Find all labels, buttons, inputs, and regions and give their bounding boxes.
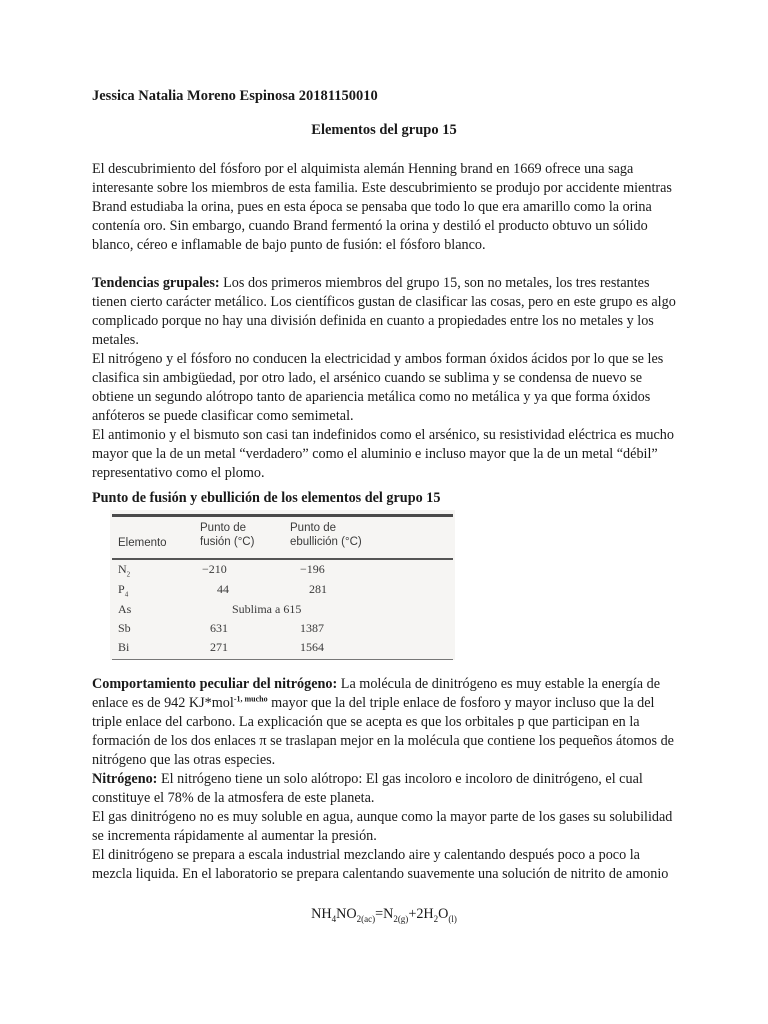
tendencias-section <box>92 274 682 483</box>
table-row-sb-ebullicion: 1387 <box>300 621 324 635</box>
table-row-p4-fusion: 44 <box>217 582 229 596</box>
table-row-bi-ebullicion: 1564 <box>300 640 324 654</box>
table-row-n2-ebullicion: −196 <box>300 562 325 576</box>
author-line: Jessica Natalia Moreno Espinosa 20181150010 <box>92 88 378 104</box>
col-header-ebullicion: Punto de ebullición (°C) <box>290 522 362 548</box>
nitrogeno-heading: Nitrógeno: <box>92 771 158 787</box>
table-row-p4-ebullicion: 281 <box>309 582 327 596</box>
col-header-fusion: Punto de fusión (°C) <box>200 522 255 548</box>
col-header-element: Elemento <box>118 537 167 549</box>
nitrogeno-paragraph: Nitrógeno: El nitrógeno tiene un solo alótropo: El gas incoloro e incoloro de dinitrógeno, el cual constituye el 78% de la atmosfera de este planeta. <box>92 771 643 806</box>
table-row-n2-element: $N_2$ <box>118 562 131 579</box>
comportamiento-section <box>92 675 682 884</box>
intro-paragraph <box>92 160 682 255</box>
table-row-n2-fusion: −210 <box>202 562 227 576</box>
table-row-sb-fusion: 631 <box>210 621 228 635</box>
table-row-bi-fusion: 271 <box>210 640 228 654</box>
table-top-rule <box>112 514 453 517</box>
tendencias-paragraph-2: El nitrógeno y el fósforo no conducen la electricidad y ambos forman óxidos ácidos por lo que se les clasifica sin ambigüedad, por otro lado, el arsénico cuando se sublima y se condensa de nuevo se obtiene un segundo alótropo tanto de apariencia metálica como no metálica y ya que forma óxidos anfóteros se puede clasificar como semimetal. <box>92 351 664 424</box>
table-row-as-element: As <box>118 602 132 616</box>
intro-text: El descubrimiento del fósforo por el alquimista alemán Henning brand en 1669 ofrece una saga interesante sobre los miembros de esta familia. Este descubrimiento se produjo por accidente mientras Brand estudiaba la orina, pues en esta época se pensaba que todo lo que era amarillo como la orina contenía oro. Sin embargo, cuando Brand fermentó la orina y destiló el producto obtuvo un sólido blanco, céreo e inflamable de bajo punto de fusión: el fósforo blanco. <box>92 161 672 253</box>
tendencias-paragraph-3: El antimonio y el bismuto son casi tan indefinidos como el arsénico, su resistividad eléctrica es mucho mayor que la de un metal “verdadero” como el aluminio e incluso mayor que la de un metal “débil” representativo como el plomo. <box>92 427 674 481</box>
nitrogeno-paragraph-2: El gas dinitrógeno no es muy soluble en agua, aunque como la mayor parte de los gases su solubilidad se incrementa rápidamente al aumentar la presión. <box>92 809 673 844</box>
comportamiento-paragraph: Comportamiento peculiar del nitrógeno: La molécula de dinitrógeno es muy estable la energía de enlace es de 942 KJ*mol$^{-1, mucho}$ mayor que la del triple enlace de fosforo y mayor incluso que la del triple enlace del carbono. La explicación que se acepta es que los orbitales p que participan en la formación de los dos enlaces π se traslapan mejor en la molécula que contiene los pequeños átomos de nitrógeno que las otras especies. <box>92 676 674 768</box>
nitrogeno-paragraph-3: El dinitrógeno se prepara a escala industrial mezclando aire y calentando después poco a poco la mezcla liquida. En el laboratorio se prepara calentando suavemente una solución de nitrito de amonio <box>92 847 669 882</box>
table-bottom-rule <box>112 659 453 660</box>
tendencias-paragraph <box>92 274 682 350</box>
table-mid-rule <box>112 558 453 560</box>
table-row-bi-element: Bi <box>118 640 130 654</box>
table-row-as-merged: Sublima a 615 <box>232 602 302 616</box>
table-row-sb-element: Sb <box>118 621 131 635</box>
chemical-equation: $NH_4NO_{2(ac)}=N_{2(g)}+2H_2O_{(l)}$ <box>311 906 457 924</box>
document-title: Elementos del grupo 15 <box>311 122 457 138</box>
tendencias-text: Los dos primeros miembros del grupo 15, son no metales, los tres restantes tienen cierto carácter metálico. Los científicos gustan de clasificar las cosas, pero en este grupo es algo complicado porque no hay una división definida en cuanto a propiedades entre los no metales y los metales. <box>92 275 676 348</box>
table-heading: Punto de fusión y ebullición de los elementos del grupo 15 <box>92 490 441 506</box>
table-row-p4-element: $P_4$ <box>118 582 129 599</box>
comportamiento-heading: Comportamiento peculiar del nitrógeno: <box>92 676 338 692</box>
melting-boiling-table <box>110 510 455 660</box>
tendencias-heading: Tendencias grupales: <box>92 275 220 291</box>
